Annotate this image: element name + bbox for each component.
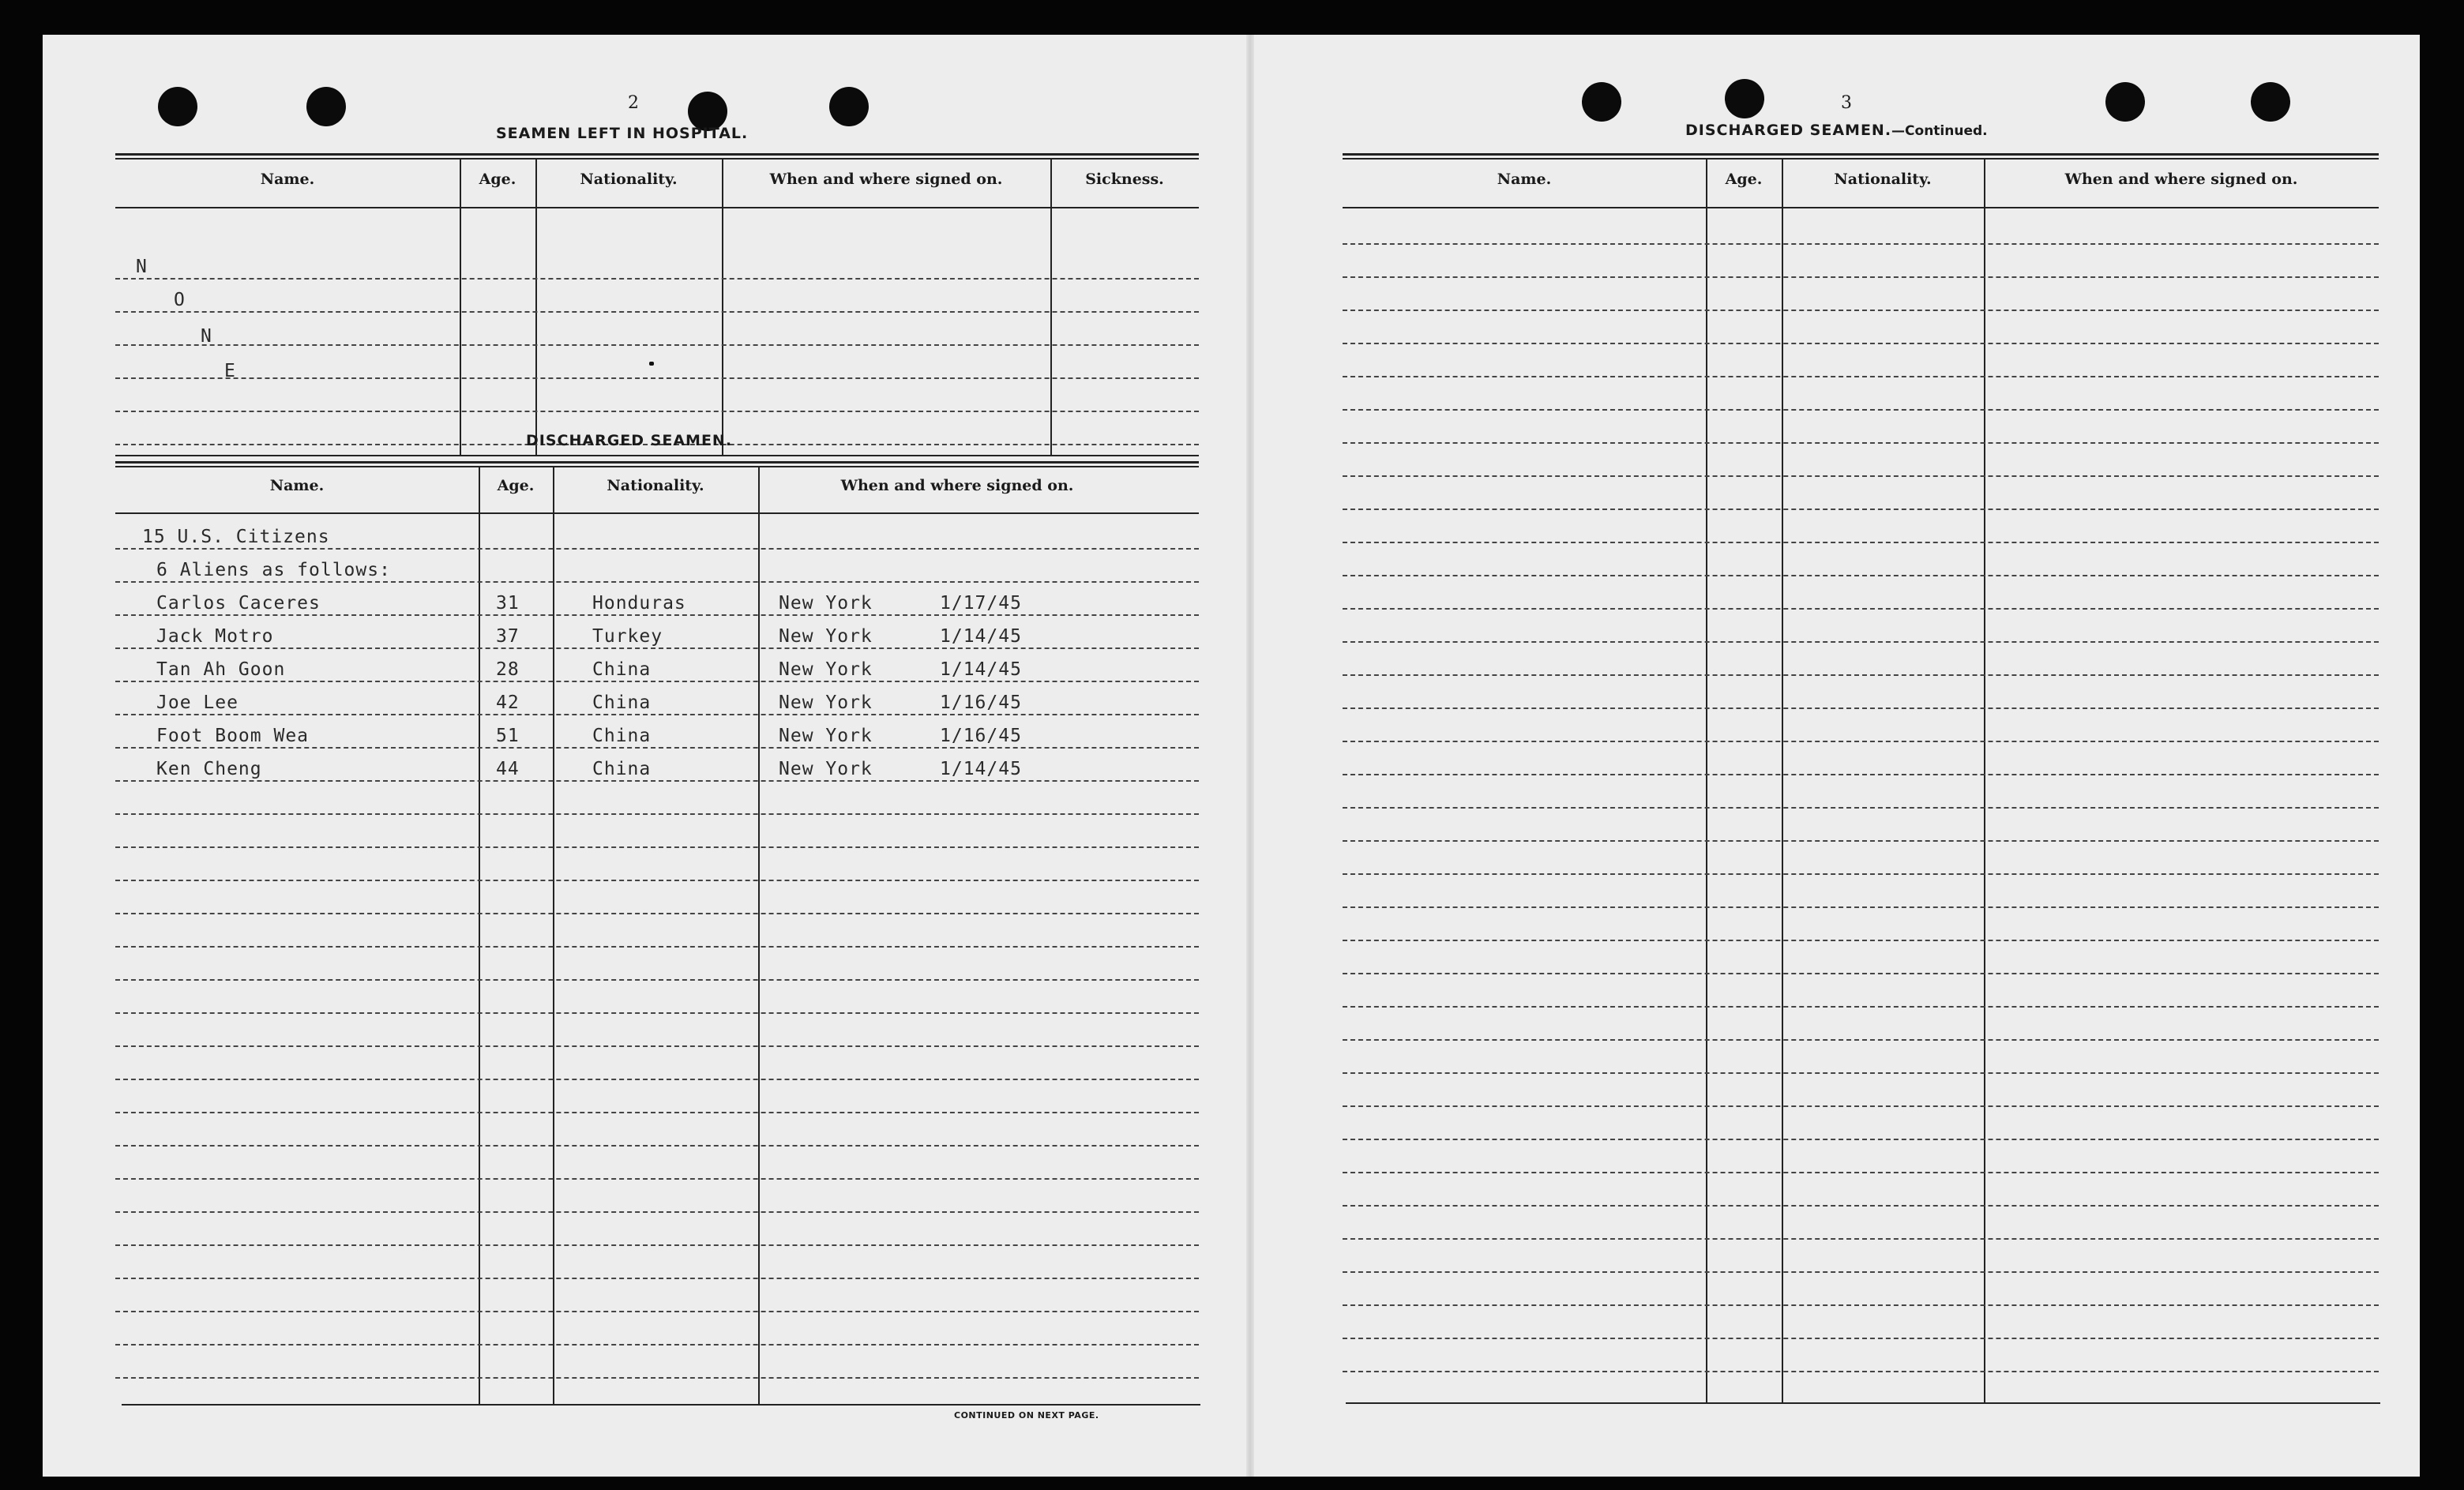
ruled-line — [115, 1178, 1199, 1180]
hospital-entry-letter: N — [136, 257, 148, 277]
seaman-name: Jack Motro — [156, 626, 274, 647]
ruled-line — [1343, 973, 2379, 974]
seaman-nationality: China — [592, 692, 652, 713]
signed-on-date: 1/17/45 — [940, 593, 1022, 614]
table-top-rule — [1343, 153, 2379, 156]
ruled-line — [115, 311, 1199, 313]
ruled-line — [1343, 1304, 2379, 1306]
ruled-line — [115, 780, 1199, 782]
ruled-line — [115, 1112, 1199, 1113]
signed-on-place: New York — [779, 626, 873, 647]
column-divider — [1782, 160, 1783, 1402]
ruled-line — [1343, 807, 2379, 809]
column-header: Nationality. — [607, 477, 704, 494]
punch-hole — [1582, 82, 1621, 122]
ruled-line — [1343, 1371, 2379, 1372]
ruled-line — [115, 344, 1199, 346]
signed-on-date: 1/16/45 — [940, 692, 1022, 713]
header-bottom-rule — [115, 207, 1199, 208]
page-number: 3 — [1841, 93, 1852, 113]
signed-on-date: 1/16/45 — [940, 726, 1022, 746]
ruled-line — [115, 714, 1199, 715]
column-header: Name. — [269, 477, 325, 494]
ruled-line — [115, 681, 1199, 682]
ruled-line — [1343, 641, 2379, 643]
column-header: Nationality. — [1834, 171, 1932, 188]
ruled-line — [1343, 840, 2379, 842]
title-suffix: —Continued. — [1891, 123, 1988, 139]
column-divider — [1984, 160, 1985, 1402]
column-divider — [479, 467, 480, 1404]
punch-hole — [2251, 82, 2290, 122]
ruled-line — [115, 880, 1199, 881]
ruled-line — [115, 979, 1199, 981]
seaman-age: 31 — [496, 593, 520, 614]
table-top-rule — [115, 461, 1199, 464]
ruled-line — [1343, 1039, 2379, 1041]
ruled-line — [115, 1079, 1199, 1080]
hospital-entry-letter: O — [174, 290, 186, 310]
signed-on-date: 1/14/45 — [940, 659, 1022, 680]
ruled-line — [1343, 1238, 2379, 1240]
ruled-line — [115, 1377, 1199, 1379]
citizens-note: 15 U.S. Citizens — [142, 527, 330, 547]
ruled-line — [1343, 409, 2379, 411]
discharged-section-title: DISCHARGED SEAMEN. — [526, 432, 733, 449]
ruled-line — [115, 747, 1199, 749]
seaman-nationality: Turkey — [592, 626, 663, 647]
ruled-line — [1343, 1139, 2379, 1140]
ruled-line — [1343, 940, 2379, 941]
punch-hole — [158, 87, 197, 126]
ruled-line — [115, 1211, 1199, 1213]
header-bottom-rule — [1343, 207, 2379, 208]
ruled-line — [1343, 774, 2379, 775]
seaman-name: Carlos Caceres — [156, 593, 321, 614]
column-header: Age. — [479, 171, 516, 188]
ruled-line — [1343, 509, 2379, 510]
ruled-line — [115, 1244, 1199, 1246]
header-bottom-rule — [115, 512, 1199, 514]
column-header: Name. — [260, 171, 315, 188]
left-page — [43, 35, 1251, 1477]
punch-hole — [306, 87, 346, 126]
seaman-name: Joe Lee — [156, 692, 239, 713]
ink-speck — [649, 362, 654, 366]
seaman-name: Ken Cheng — [156, 759, 262, 779]
column-header: Age. — [497, 477, 535, 494]
ruled-line — [115, 278, 1199, 280]
title-main: DISCHARGED SEAMEN. — [1685, 122, 1892, 139]
ruled-line — [115, 1311, 1199, 1312]
ruled-line — [1343, 1172, 2379, 1173]
signed-on-place: New York — [779, 593, 873, 614]
ruled-line — [115, 1045, 1199, 1047]
ruled-line — [1343, 1205, 2379, 1207]
ruled-line — [1343, 542, 2379, 543]
signed-on-date: 1/14/45 — [940, 759, 1022, 779]
column-header: When and where signed on. — [2064, 171, 2298, 188]
punch-hole — [2105, 82, 2145, 122]
ruled-line — [115, 647, 1199, 649]
seaman-age: 44 — [496, 759, 520, 779]
hospital-section-title: SEAMEN LEFT IN HOSPITAL. — [496, 125, 749, 142]
column-header: Name. — [1497, 171, 1552, 188]
seaman-name: Tan Ah Goon — [156, 659, 286, 680]
ruled-line — [1343, 707, 2379, 709]
signed-on-place: New York — [779, 726, 873, 746]
ruled-line — [115, 1344, 1199, 1346]
ruled-line — [1343, 243, 2379, 245]
ruled-line — [1343, 873, 2379, 875]
column-header: When and where signed on. — [840, 477, 1074, 494]
punch-hole — [829, 87, 869, 126]
ruled-line — [1343, 376, 2379, 377]
ruled-line — [1343, 276, 2379, 278]
hospital-entry-letter: N — [201, 326, 212, 347]
ruled-line — [1343, 1105, 2379, 1107]
ruled-line — [1343, 310, 2379, 311]
ruled-line — [1343, 475, 2379, 477]
hospital-entry-letter: E — [224, 361, 236, 381]
page-number: 2 — [628, 93, 639, 113]
ruled-line — [1343, 1271, 2379, 1273]
seaman-nationality: China — [592, 726, 652, 746]
column-header: When and where signed on. — [769, 171, 1003, 188]
signed-on-place: New York — [779, 659, 873, 680]
continued-footer: CONTINUED ON NEXT PAGE. — [954, 1410, 1099, 1421]
table-top-rule — [115, 153, 1199, 156]
ruled-line — [115, 548, 1199, 550]
ruled-line — [115, 846, 1199, 848]
ruled-line — [1343, 674, 2379, 676]
seaman-nationality: China — [592, 759, 652, 779]
table-top-rule — [1343, 158, 2379, 160]
ruled-line — [115, 377, 1199, 379]
signed-on-date: 1/14/45 — [940, 626, 1022, 647]
right-page — [1251, 35, 2420, 1477]
ruled-line — [115, 614, 1199, 616]
seaman-age: 42 — [496, 692, 520, 713]
ruled-line — [115, 1278, 1199, 1279]
ruled-line — [115, 813, 1199, 815]
ruled-line — [115, 946, 1199, 948]
seaman-nationality: China — [592, 659, 652, 680]
punch-hole — [1725, 79, 1764, 118]
column-divider — [553, 467, 554, 1404]
ruled-line — [115, 581, 1199, 583]
ruled-line — [1343, 1072, 2379, 1074]
ruled-line — [1343, 1006, 2379, 1008]
seaman-nationality: Honduras — [592, 593, 686, 614]
table-top-rule — [115, 158, 1199, 160]
ruled-line — [1343, 608, 2379, 610]
table-bottom-rule — [1346, 1402, 2380, 1404]
column-header: Nationality. — [580, 171, 678, 188]
column-header: Sickness. — [1085, 171, 1164, 188]
ruled-line — [115, 411, 1199, 412]
ruled-line — [1343, 575, 2379, 576]
ruled-line — [1343, 343, 2379, 344]
section-rule — [115, 455, 1199, 456]
ruled-line — [1343, 741, 2379, 742]
ruled-line — [115, 1145, 1199, 1147]
ruled-line — [115, 913, 1199, 914]
table-bottom-rule — [122, 1404, 1200, 1406]
seaman-age: 28 — [496, 659, 520, 680]
aliens-note: 6 Aliens as follows: — [156, 560, 391, 580]
signed-on-place: New York — [779, 692, 873, 713]
ruled-line — [1343, 906, 2379, 908]
ruled-line — [1343, 442, 2379, 444]
seaman-name: Foot Boom Wea — [156, 726, 310, 746]
seaman-age: 37 — [496, 626, 520, 647]
discharged-continued-title — [1685, 122, 1988, 139]
seaman-age: 51 — [496, 726, 520, 746]
signed-on-place: New York — [779, 759, 873, 779]
ruled-line — [115, 1012, 1199, 1014]
table-top-rule — [115, 466, 1199, 467]
document-spread — [43, 35, 2420, 1477]
column-divider — [758, 467, 760, 1404]
column-divider — [1706, 160, 1707, 1402]
ruled-line — [1343, 1338, 2379, 1339]
column-header: Age. — [1725, 171, 1763, 188]
